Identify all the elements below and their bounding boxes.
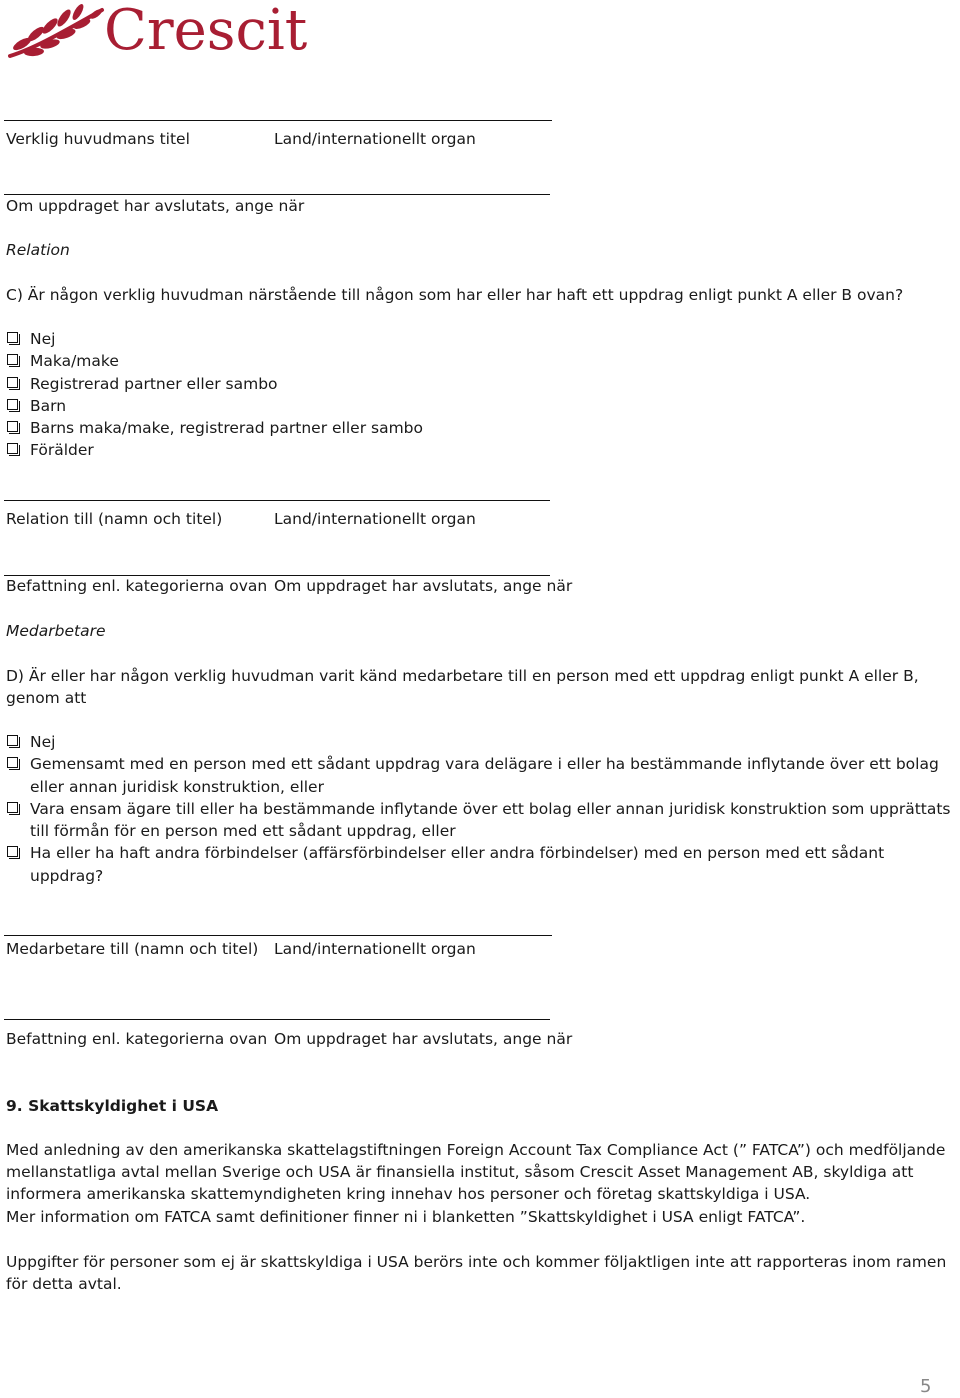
coworker-to-label: Medarbetare till (namn och titel) — [6, 940, 259, 958]
signature-line — [4, 120, 552, 121]
checkbox[interactable] — [7, 802, 18, 813]
option-gemensamt-delagare[interactable]: Gemensamt med en person med ett sådant uppdrag vara delägare i eller ha bestämmande inflytande över ett bolag eller annan juridisk konstruktion, eller — [6, 753, 956, 798]
signature-line — [4, 935, 552, 936]
checkbox[interactable] — [7, 421, 18, 432]
laurel-branch-icon — [6, 4, 106, 60]
relation-heading: Relation — [6, 241, 70, 259]
checkbox[interactable] — [7, 735, 18, 746]
option-andra-forbindelser[interactable]: Ha eller ha haft andra förbindelser (affärsförbindelser eller andra förbindelser) med en person med ett sådant uppdrag? — [6, 842, 956, 887]
option-maka-make[interactable]: Maka/make — [6, 350, 423, 372]
relation-question: C) Är någon verklig huvudman närstående till någon som har eller har haft ett uppdrag enligt punkt A eller B ovan? — [6, 286, 904, 304]
option-nej[interactable]: Nej — [6, 731, 956, 753]
brand-logo — [6, 2, 306, 62]
option-ensam-agare[interactable]: Vara ensam ägare till eller ha bestämmande inflytande över ett bolag eller annan juridisk konstruktion som upprättats till förmån för en person med ett sådant uppdrag, eller — [6, 798, 956, 843]
checkbox[interactable] — [7, 377, 18, 388]
section-heading-usa: 9. Skattskyldighet i USA — [6, 1097, 219, 1115]
country-label: Land/internationellt organ — [274, 940, 476, 958]
checkbox[interactable] — [7, 757, 18, 768]
signature-line — [4, 500, 550, 501]
ended-label: Om uppdraget har avslutats, ange när — [274, 1030, 573, 1048]
relation-options — [6, 328, 423, 462]
usa-paragraph: Med anledning av den amerikanska skattelagstiftningen Foreign Account Tax Compliance Act (” FATCA”) och medföljande mellanstatliga avtal mellan Sverige och USA är finansiella institut, såsom Crescit Asset Management AB, skyldiga att informera amerikanska skattemyndigheten kring innehav hos personer och företag skattskyldiga i USA. — [6, 1141, 946, 1203]
usa-paragraph: Uppgifter för personer som ej är skattskyldiga i USA berörs inte och kommer följaktligen inte att rapporteras inom ramen för detta avtal. — [6, 1253, 947, 1293]
checkbox[interactable] — [7, 846, 18, 857]
position-label: Befattning enl. kategorierna ovan — [6, 577, 268, 595]
option-barn[interactable]: Barn — [6, 395, 423, 417]
checkbox[interactable] — [7, 443, 18, 454]
country-label: Land/internationellt organ — [274, 130, 476, 148]
coworker-question: D) Är eller har någon verklig huvudman varit känd medarbetare till en person med ett uppdrag enligt punkt A eller B, genom att — [6, 667, 919, 707]
option-barns-maka[interactable]: Barns maka/make, registrerad partner eller sambo — [6, 417, 423, 439]
position-label: Befattning enl. kategorierna ovan — [6, 1030, 268, 1048]
option-registrerad-partner[interactable]: Registrerad partner eller sambo — [6, 373, 423, 395]
ended-label: Om uppdraget har avslutats, ange när — [274, 577, 573, 595]
checkbox[interactable] — [7, 332, 18, 343]
title-label: Verklig huvudmans titel — [6, 130, 190, 148]
signature-line — [4, 1019, 550, 1020]
brand-name: Crescit — [104, 0, 308, 63]
usa-paragraph: Mer information om FATCA samt definitioner finner ni i blanketten ”Skattskyldighet i USA enligt FATCA”. — [6, 1208, 806, 1226]
ended-label: Om uppdraget har avslutats, ange när — [6, 197, 305, 215]
relation-to-label: Relation till (namn och titel) — [6, 510, 223, 528]
option-nej[interactable]: Nej — [6, 328, 423, 350]
page-number: 5 — [920, 1376, 932, 1397]
coworker-options — [6, 731, 956, 887]
country-label: Land/internationellt organ — [274, 510, 476, 528]
checkbox[interactable] — [7, 354, 18, 365]
option-foralder[interactable]: Förälder — [6, 439, 423, 461]
coworker-heading: Medarbetare — [6, 622, 106, 640]
checkbox[interactable] — [7, 399, 18, 410]
